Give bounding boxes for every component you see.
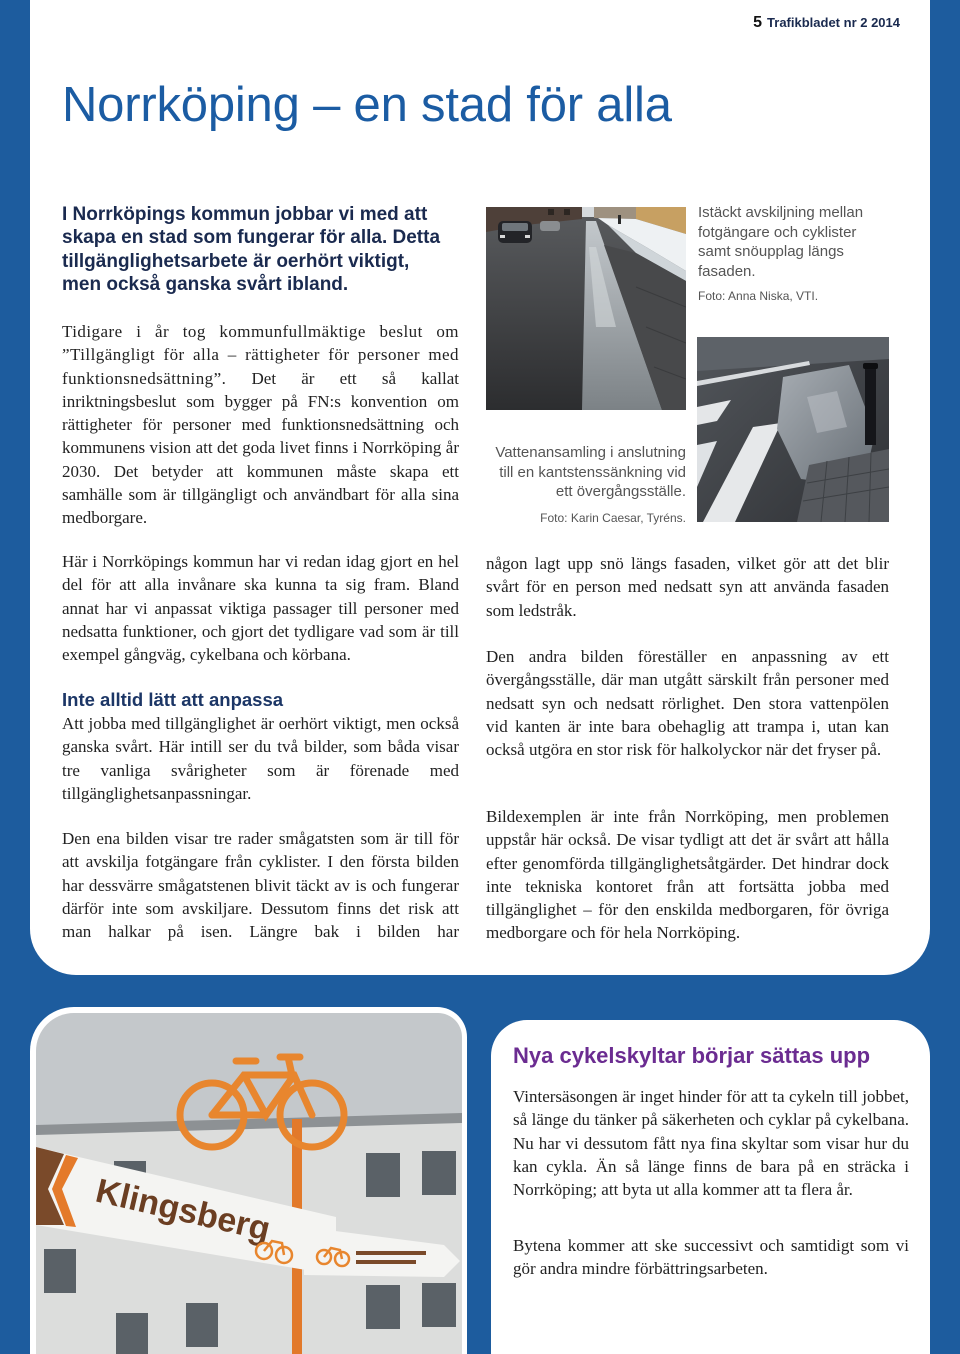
article-lead: I Norrköpings kommun jobbar vi med att skapa en stad som fungerar för alla. Detta tillgänglighetsarbete är oerhört viktigt, men också ganska svårt ibland.: [62, 204, 441, 296]
body-paragraph-7: Bildexemplen är inte från Norrköping, men problemen uppstår här också. De visar tydligt att det är svårt att hålla efter genomförda tillgänglighetsåtgärder. Det hindrar dock inte tekniska kontoret från att fortsätta jobba med tillgänglighet – för den enskilda medborgaren, för övriga medborgare och för hela Norrköping.: [486, 807, 889, 943]
icy-street-illustration: [486, 207, 686, 410]
body-paragraph-3: Att jobba med tillgänglighet är oerhört viktigt, men också ganska svårt. Här intill ser du två bilder, som båda visar tre vanliga svårigheter som är förenade med tillgänglighetsanpassningar.: [62, 714, 459, 803]
body-paragraph-2: Här i Norrköpings kommun har vi redan idag gjort en hel del för att alla invånare ska kunna ta sig fram. Bland annat har vi anpassat viktiga passager till personer med nedsatta funktioner, och gjort det tydligare vad som är till exempel gångväg, cykelbana och körbana.: [62, 552, 459, 665]
bike-sign-illustration: [36, 1013, 462, 1354]
street-photo-credit: Foto: Anna Niska, VTI.: [698, 289, 819, 303]
article-title: Norrköping – en stad för alla: [62, 78, 672, 132]
body-paragraph-6: Den andra bilden föreställer en anpassning av ett övergångsställe, där man utgått särskilt från personer med nedsatt syn och nedsatt rörlighet. Den stora vattenpölen vid kanten är inte bara obehaglig att trampa i, utan kan också utgöra en stor risk för halkolyckor när det fryser på.: [486, 647, 889, 760]
box-paragraph-1: Vintersäsongen är inget hinder för att ta cykeln till jobbet, så länge du tänker på säkerheten och cyklar på cykelbana. Nu har vi dessutom fått nya fina skyltar som visar hur du kan cykla. Än så länge finns de bara på en sträcka i Norrköping; att byta ut alla kommer att ta flera år.: [513, 1087, 909, 1200]
body-paragraph-5: någon lagt upp snö längs fasaden, vilket gör att det blir svårt för en person med nedsatt syn att använda fasaden som ledstråk.: [486, 554, 889, 620]
section-subheading: Inte alltid lätt att anpassa: [62, 689, 284, 710]
page-number: 5: [753, 14, 763, 31]
crosswalk-puddle-photo: [697, 337, 889, 522]
crosswalk-photo-credit: Foto: Karin Caesar, Tyréns.: [540, 511, 686, 525]
box-heading: Nya cykelskyltar börjar sättas upp: [513, 1043, 871, 1068]
body-paragraph-1: [62, 320, 459, 530]
body-paragraph-4: Den ena bilden visar tre rader smågatsten som är till för att avskilja fotgängare från cyklister. I den första bilden har dessvärre smågatstenen blivit täckt av is och fungerar därför inte som avskiljare. Dessutom finns det risk att man halkar på isen. Längre bak i bilden har: [62, 829, 459, 942]
box-paragraph-2: Bytena kommer att ske successivt och samtidigt som vi gör andra mindre förbättringsarbeten.: [513, 1236, 909, 1279]
crosswalk-photo-caption: Vattenansamling i anslutning till en kantstenssänkning vid ett övergångsställe.: [495, 444, 686, 501]
sign-text: Klingsberg: [92, 1171, 274, 1249]
body-paragraph-1-rest: Det är ett så kallat inriktningsbeslut som bygger på FN:s konvention om rättigheter för personer med funktionsnedsättning och kommunens vision att det goda livet finns i Norrköping år 2030. Det betyder att kommunen måste skapa ett samhälle som är tillgängligt och användbart för alla sina medborgare.: [62, 368, 459, 528]
street-photo-caption: Istäckt avskiljning mellan fotgängare och cyklister samt snöupplag längs fasaden.: [698, 204, 864, 280]
icy-street-photo: [486, 207, 686, 410]
bike-sign-photo: [36, 1013, 462, 1354]
decision-quote: Tidigare i år tog kommunfullmäktige beslut om ”Tillgängligt för alla – rättigheter för personer med funktionsnedsättning”.: [62, 322, 459, 388]
page-header: [640, 11, 900, 35]
crosswalk-puddle-illustration: [697, 337, 889, 522]
publication-name: Trafikbladet nr 2 2014: [767, 15, 900, 30]
